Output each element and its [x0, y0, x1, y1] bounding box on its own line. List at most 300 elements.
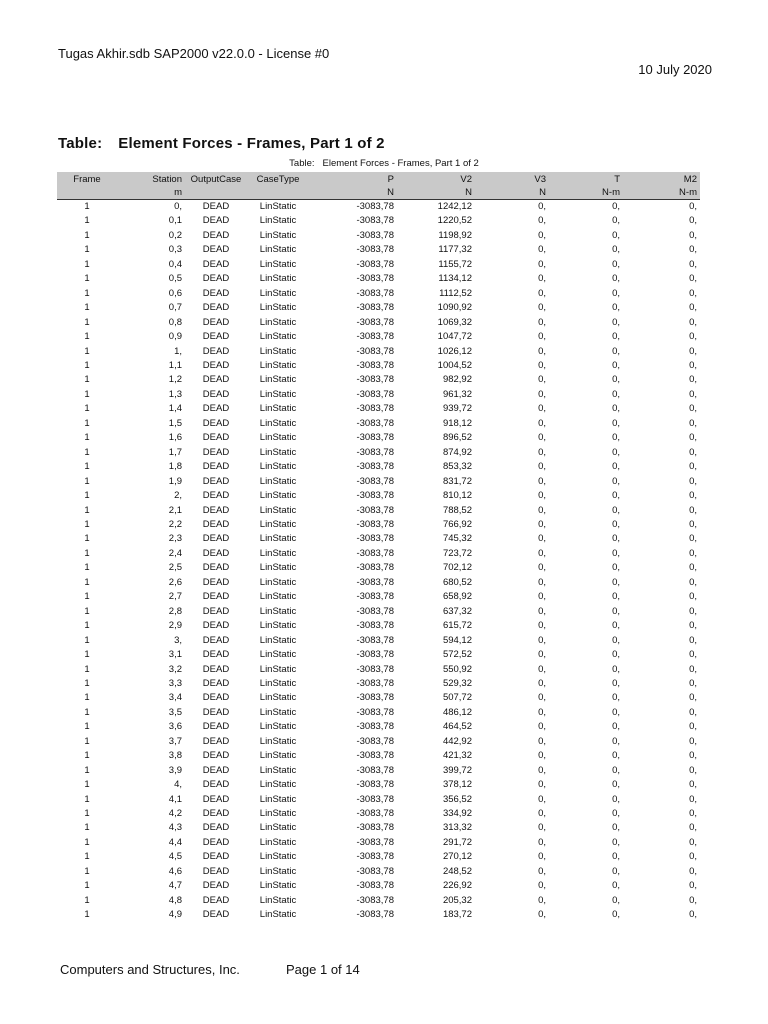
- cell-m2: 0,: [689, 562, 697, 574]
- cell-case-type: LinStatic: [259, 721, 297, 733]
- cell-p: -3083,78: [356, 605, 394, 617]
- cell-v3: 0,: [538, 316, 546, 328]
- cell-t: 0,: [612, 764, 620, 776]
- cell-m2: 0,: [689, 735, 697, 747]
- cell-v2: 1047,72: [437, 331, 472, 343]
- table-row: [57, 229, 700, 243]
- cell-m2: 0,: [689, 302, 697, 314]
- cell-v3: 0,: [538, 258, 546, 270]
- cell-m2: 0,: [689, 331, 697, 343]
- cell-v3: 0,: [538, 475, 546, 487]
- cell-case-type: LinStatic: [259, 576, 297, 588]
- cell-station: 0,4: [168, 258, 182, 270]
- cell-frame: 1: [84, 779, 90, 791]
- cell-p: -3083,78: [356, 851, 394, 863]
- cell-v2: 853,32: [442, 461, 472, 473]
- cell-m2: 0,: [689, 316, 697, 328]
- cell-p: -3083,78: [356, 461, 394, 473]
- column-header-case-type: CaseType: [247, 172, 309, 186]
- cell-v3: 0,: [538, 273, 546, 285]
- cell-case-type: LinStatic: [259, 504, 297, 516]
- cell-frame: 1: [84, 793, 90, 805]
- cell-station: 3,9: [168, 764, 182, 776]
- cell-v3: 0,: [538, 851, 546, 863]
- cell-m2: 0,: [689, 808, 697, 820]
- table-row: [57, 475, 700, 489]
- cell-m2: 0,: [689, 403, 697, 415]
- cell-m2: 0,: [689, 229, 697, 241]
- cell-case-type: LinStatic: [259, 865, 297, 877]
- cell-p: -3083,78: [356, 836, 394, 848]
- cell-output-case: DEAD: [202, 359, 230, 371]
- cell-m2: 0,: [689, 215, 697, 227]
- cell-case-type: LinStatic: [259, 909, 297, 921]
- cell-v3: 0,: [538, 808, 546, 820]
- cell-output-case: DEAD: [202, 215, 230, 227]
- cell-t: 0,: [612, 865, 620, 877]
- cell-v3: 0,: [538, 359, 546, 371]
- cell-frame: 1: [84, 836, 90, 848]
- cell-case-type: LinStatic: [259, 750, 297, 762]
- cell-v3: 0,: [538, 591, 546, 603]
- cell-p: -3083,78: [356, 822, 394, 834]
- cell-v3: 0,: [538, 547, 546, 559]
- cell-output-case: DEAD: [202, 750, 230, 762]
- cell-station: 4,9: [168, 909, 182, 921]
- table-row: [57, 590, 700, 604]
- cell-v2: 896,52: [442, 432, 472, 444]
- cell-v3: 0,: [538, 331, 546, 343]
- cell-station: 3,3: [168, 677, 182, 689]
- cell-v3: 0,: [538, 533, 546, 545]
- cell-frame: 1: [84, 692, 90, 704]
- cell-v2: 529,32: [442, 677, 472, 689]
- cell-station: 1,2: [168, 374, 182, 386]
- cell-v2: 378,12: [442, 779, 472, 791]
- cell-m2: 0,: [689, 865, 697, 877]
- cell-m2: 0,: [689, 909, 697, 921]
- cell-station: 2,: [174, 490, 182, 502]
- cell-frame: 1: [84, 490, 90, 502]
- cell-p: -3083,78: [356, 562, 394, 574]
- cell-m2: 0,: [689, 273, 697, 285]
- cell-case-type: LinStatic: [259, 591, 297, 603]
- cell-frame: 1: [84, 475, 90, 487]
- cell-t: 0,: [612, 331, 620, 343]
- cell-v2: 399,72: [442, 764, 472, 776]
- cell-t: 0,: [612, 620, 620, 632]
- cell-v2: 1112,52: [439, 287, 472, 299]
- cell-t: 0,: [612, 446, 620, 458]
- cell-v3: 0,: [538, 215, 546, 227]
- cell-p: -3083,78: [356, 244, 394, 256]
- cell-v3: 0,: [538, 576, 546, 588]
- table-row: [57, 879, 700, 893]
- cell-v2: 1242,12: [437, 201, 472, 212]
- cell-p: -3083,78: [356, 620, 394, 632]
- cell-v2: 1177,32: [438, 244, 472, 256]
- cell-v3: 0,: [538, 201, 546, 212]
- cell-case-type: LinStatic: [259, 374, 297, 386]
- cell-station: 3,8: [168, 750, 182, 762]
- table-row: [57, 489, 700, 503]
- cell-v3: 0,: [538, 692, 546, 704]
- table-row: [57, 301, 700, 315]
- cell-output-case: DEAD: [202, 302, 230, 314]
- cell-frame: 1: [84, 605, 90, 617]
- cell-v3: 0,: [538, 620, 546, 632]
- cell-p: -3083,78: [356, 432, 394, 444]
- cell-case-type: LinStatic: [259, 677, 297, 689]
- cell-frame: 1: [84, 215, 90, 227]
- cell-station: 2,9: [168, 620, 182, 632]
- cell-m2: 0,: [689, 692, 697, 704]
- footer-page-number: Page 1 of 14: [286, 962, 360, 977]
- cell-p: -3083,78: [356, 764, 394, 776]
- cell-output-case: DEAD: [202, 562, 230, 574]
- cell-output-case: DEAD: [202, 721, 230, 733]
- cell-t: 0,: [612, 851, 620, 863]
- cell-station: 1,7: [168, 446, 182, 458]
- cell-p: -3083,78: [356, 663, 394, 675]
- cell-output-case: DEAD: [202, 490, 230, 502]
- cell-output-case: DEAD: [202, 331, 230, 343]
- cell-m2: 0,: [689, 836, 697, 848]
- table-row: [57, 532, 700, 546]
- cell-frame: 1: [84, 547, 90, 559]
- cell-v3: 0,: [538, 345, 546, 357]
- cell-frame: 1: [84, 663, 90, 675]
- table-row: [57, 706, 700, 720]
- column-header-m2: M2: [623, 172, 700, 186]
- cell-t: 0,: [612, 258, 620, 270]
- cell-station: 3,5: [168, 706, 182, 718]
- cell-t: 0,: [612, 808, 620, 820]
- cell-v2: 594,12: [442, 634, 472, 646]
- cell-t: 0,: [612, 229, 620, 241]
- cell-case-type: LinStatic: [259, 258, 297, 270]
- cell-v2: 810,12: [442, 490, 472, 502]
- cell-frame: 1: [84, 229, 90, 241]
- table-row: [57, 619, 700, 633]
- cell-m2: 0,: [689, 446, 697, 458]
- cell-p: -3083,78: [356, 475, 394, 487]
- table-row: [57, 359, 700, 373]
- cell-output-case: DEAD: [202, 591, 230, 603]
- cell-frame: 1: [84, 432, 90, 444]
- cell-t: 0,: [612, 374, 620, 386]
- cell-output-case: DEAD: [202, 634, 230, 646]
- table-row: [57, 720, 700, 734]
- cell-v3: 0,: [538, 562, 546, 574]
- cell-station: 4,7: [168, 880, 182, 892]
- cell-v2: 1004,52: [437, 359, 472, 371]
- cell-station: 4,: [174, 779, 182, 791]
- table-row: [57, 330, 700, 344]
- cell-m2: 0,: [689, 388, 697, 400]
- cell-m2: 0,: [689, 576, 697, 588]
- table-row: [57, 316, 700, 330]
- cell-output-case: DEAD: [202, 706, 230, 718]
- cell-m2: 0,: [689, 634, 697, 646]
- cell-v3: 0,: [538, 649, 546, 661]
- table-row: [57, 793, 700, 807]
- cell-output-case: DEAD: [202, 793, 230, 805]
- cell-m2: 0,: [689, 504, 697, 516]
- cell-frame: 1: [84, 735, 90, 747]
- cell-v2: 442,92: [442, 735, 472, 747]
- column-unit-case-type: [247, 186, 309, 200]
- cell-output-case: DEAD: [202, 851, 230, 863]
- column-header-frame: Frame: [57, 172, 117, 186]
- cell-v3: 0,: [538, 894, 546, 906]
- cell-t: 0,: [612, 475, 620, 487]
- title-name: Element Forces - Frames, Part 1 of 2: [118, 135, 385, 152]
- column-header-output-case: OutputCase: [185, 172, 247, 186]
- cell-p: -3083,78: [356, 417, 394, 429]
- cell-station: 3,2: [168, 663, 182, 675]
- cell-v3: 0,: [538, 663, 546, 675]
- cell-frame: 1: [84, 359, 90, 371]
- cell-output-case: DEAD: [202, 417, 230, 429]
- cell-p: -3083,78: [356, 576, 394, 588]
- cell-m2: 0,: [689, 432, 697, 444]
- cell-m2: 0,: [689, 663, 697, 675]
- table-caption: [0, 158, 768, 169]
- cell-case-type: LinStatic: [259, 634, 297, 646]
- cell-m2: 0,: [689, 880, 697, 892]
- cell-frame: 1: [84, 591, 90, 603]
- cell-station: 2,5: [168, 562, 182, 574]
- cell-m2: 0,: [689, 779, 697, 791]
- cell-output-case: DEAD: [202, 822, 230, 834]
- cell-output-case: DEAD: [202, 808, 230, 820]
- column-unit-output-case: [185, 186, 247, 200]
- cell-output-case: DEAD: [202, 663, 230, 675]
- table-header-row: [57, 172, 700, 186]
- cell-case-type: LinStatic: [259, 432, 297, 444]
- cell-v2: 1198,92: [438, 229, 472, 241]
- cell-station: 2,8: [168, 605, 182, 617]
- cell-station: 1,4: [168, 403, 182, 415]
- column-unit-frame: [57, 186, 117, 200]
- cell-station: 1,5: [168, 417, 182, 429]
- column-header-p: P: [309, 172, 397, 186]
- cell-v2: 334,92: [442, 808, 472, 820]
- cell-case-type: LinStatic: [259, 273, 297, 285]
- cell-p: -3083,78: [356, 909, 394, 921]
- cell-v3: 0,: [538, 244, 546, 256]
- cell-p: -3083,78: [356, 359, 394, 371]
- cell-case-type: LinStatic: [259, 215, 297, 227]
- cell-v3: 0,: [538, 750, 546, 762]
- cell-m2: 0,: [689, 475, 697, 487]
- cell-t: 0,: [612, 316, 620, 328]
- table-row: [57, 504, 700, 518]
- cell-frame: 1: [84, 808, 90, 820]
- caption-name: Element Forces - Frames, Part 1 of 2: [322, 158, 479, 169]
- cell-t: 0,: [612, 287, 620, 299]
- cell-v3: 0,: [538, 490, 546, 502]
- cell-frame: 1: [84, 273, 90, 285]
- cell-m2: 0,: [689, 605, 697, 617]
- cell-v2: 226,92: [442, 880, 472, 892]
- cell-m2: 0,: [689, 706, 697, 718]
- table-row: [57, 345, 700, 359]
- table-row: [57, 460, 700, 474]
- cell-station: 0,7: [168, 302, 182, 314]
- cell-output-case: DEAD: [202, 735, 230, 747]
- cell-case-type: LinStatic: [259, 706, 297, 718]
- cell-station: 2,2: [168, 518, 182, 530]
- cell-case-type: LinStatic: [259, 229, 297, 241]
- cell-t: 0,: [612, 706, 620, 718]
- cell-v3: 0,: [538, 793, 546, 805]
- cell-output-case: DEAD: [202, 779, 230, 791]
- cell-case-type: LinStatic: [259, 851, 297, 863]
- cell-p: -3083,78: [356, 258, 394, 270]
- cell-p: -3083,78: [356, 403, 394, 415]
- cell-output-case: DEAD: [202, 620, 230, 632]
- cell-output-case: DEAD: [202, 229, 230, 241]
- page-title: [58, 135, 385, 152]
- cell-station: 4,8: [168, 894, 182, 906]
- cell-frame: 1: [84, 504, 90, 516]
- cell-p: -3083,78: [356, 677, 394, 689]
- cell-case-type: LinStatic: [259, 388, 297, 400]
- cell-v3: 0,: [538, 634, 546, 646]
- table-row: [57, 764, 700, 778]
- cell-t: 0,: [612, 388, 620, 400]
- cell-output-case: DEAD: [202, 576, 230, 588]
- cell-station: 4,2: [168, 808, 182, 820]
- table-row: [57, 576, 700, 590]
- cell-v2: 507,72: [442, 692, 472, 704]
- cell-t: 0,: [612, 894, 620, 906]
- cell-p: -3083,78: [356, 591, 394, 603]
- cell-v2: 745,32: [442, 533, 472, 545]
- cell-v3: 0,: [538, 677, 546, 689]
- cell-p: -3083,78: [356, 634, 394, 646]
- cell-output-case: DEAD: [202, 533, 230, 545]
- cell-case-type: LinStatic: [259, 836, 297, 848]
- cell-frame: 1: [84, 562, 90, 574]
- cell-frame: 1: [84, 851, 90, 863]
- cell-t: 0,: [612, 461, 620, 473]
- cell-m2: 0,: [689, 244, 697, 256]
- cell-v3: 0,: [538, 302, 546, 314]
- cell-p: -3083,78: [356, 302, 394, 314]
- cell-p: -3083,78: [356, 894, 394, 906]
- cell-station: 3,6: [168, 721, 182, 733]
- cell-p: -3083,78: [356, 750, 394, 762]
- footer-company: Computers and Structures, Inc.: [60, 962, 240, 977]
- cell-v3: 0,: [538, 836, 546, 848]
- cell-v3: 0,: [538, 822, 546, 834]
- table-row: [57, 821, 700, 835]
- cell-t: 0,: [612, 273, 620, 285]
- cell-station: 4,6: [168, 865, 182, 877]
- cell-p: -3083,78: [356, 201, 394, 212]
- cell-station: 1,9: [168, 475, 182, 487]
- cell-frame: 1: [84, 302, 90, 314]
- cell-frame: 1: [84, 345, 90, 357]
- cell-v3: 0,: [538, 403, 546, 415]
- cell-m2: 0,: [689, 417, 697, 429]
- cell-station: 4,3: [168, 822, 182, 834]
- cell-frame: 1: [84, 721, 90, 733]
- cell-t: 0,: [612, 432, 620, 444]
- cell-v3: 0,: [538, 504, 546, 516]
- cell-frame: 1: [84, 880, 90, 892]
- cell-case-type: LinStatic: [259, 533, 297, 545]
- cell-m2: 0,: [689, 201, 697, 212]
- cell-output-case: DEAD: [202, 446, 230, 458]
- cell-output-case: DEAD: [202, 374, 230, 386]
- cell-p: -3083,78: [356, 504, 394, 516]
- cell-p: -3083,78: [356, 374, 394, 386]
- cell-case-type: LinStatic: [259, 663, 297, 675]
- cell-case-type: LinStatic: [259, 359, 297, 371]
- table-row: [57, 605, 700, 619]
- cell-output-case: DEAD: [202, 605, 230, 617]
- cell-t: 0,: [612, 504, 620, 516]
- cell-t: 0,: [612, 779, 620, 791]
- element-forces-table: [57, 172, 700, 923]
- cell-v2: 550,92: [442, 663, 472, 675]
- cell-output-case: DEAD: [202, 403, 230, 415]
- cell-frame: 1: [84, 331, 90, 343]
- cell-m2: 0,: [689, 822, 697, 834]
- cell-station: 4,1: [168, 793, 182, 805]
- cell-station: 2,7: [168, 591, 182, 603]
- cell-p: -3083,78: [356, 793, 394, 805]
- cell-output-case: DEAD: [202, 518, 230, 530]
- cell-v2: 270,12: [442, 851, 472, 863]
- cell-v3: 0,: [538, 706, 546, 718]
- cell-station: 0,5: [168, 273, 182, 285]
- cell-frame: 1: [84, 706, 90, 718]
- cell-case-type: LinStatic: [259, 287, 297, 299]
- table-row: [57, 908, 700, 922]
- cell-t: 0,: [612, 663, 620, 675]
- cell-v2: 1155,72: [438, 258, 472, 270]
- cell-v3: 0,: [538, 909, 546, 921]
- cell-t: 0,: [612, 692, 620, 704]
- column-unit-v3: N: [475, 186, 549, 200]
- cell-frame: 1: [84, 403, 90, 415]
- cell-case-type: LinStatic: [259, 490, 297, 502]
- cell-v3: 0,: [538, 605, 546, 617]
- table-row: [57, 561, 700, 575]
- cell-frame: 1: [84, 201, 90, 212]
- cell-output-case: DEAD: [202, 345, 230, 357]
- cell-case-type: LinStatic: [259, 562, 297, 574]
- cell-m2: 0,: [689, 518, 697, 530]
- cell-p: -3083,78: [356, 547, 394, 559]
- cell-t: 0,: [612, 490, 620, 502]
- cell-case-type: LinStatic: [259, 446, 297, 458]
- cell-t: 0,: [612, 518, 620, 530]
- column-header-station: Station: [117, 172, 185, 186]
- table-row: [57, 634, 700, 648]
- cell-t: 0,: [612, 576, 620, 588]
- cell-station: 1,: [174, 345, 182, 357]
- cell-case-type: LinStatic: [259, 620, 297, 632]
- cell-case-type: LinStatic: [259, 808, 297, 820]
- cell-output-case: DEAD: [202, 287, 230, 299]
- cell-frame: 1: [84, 374, 90, 386]
